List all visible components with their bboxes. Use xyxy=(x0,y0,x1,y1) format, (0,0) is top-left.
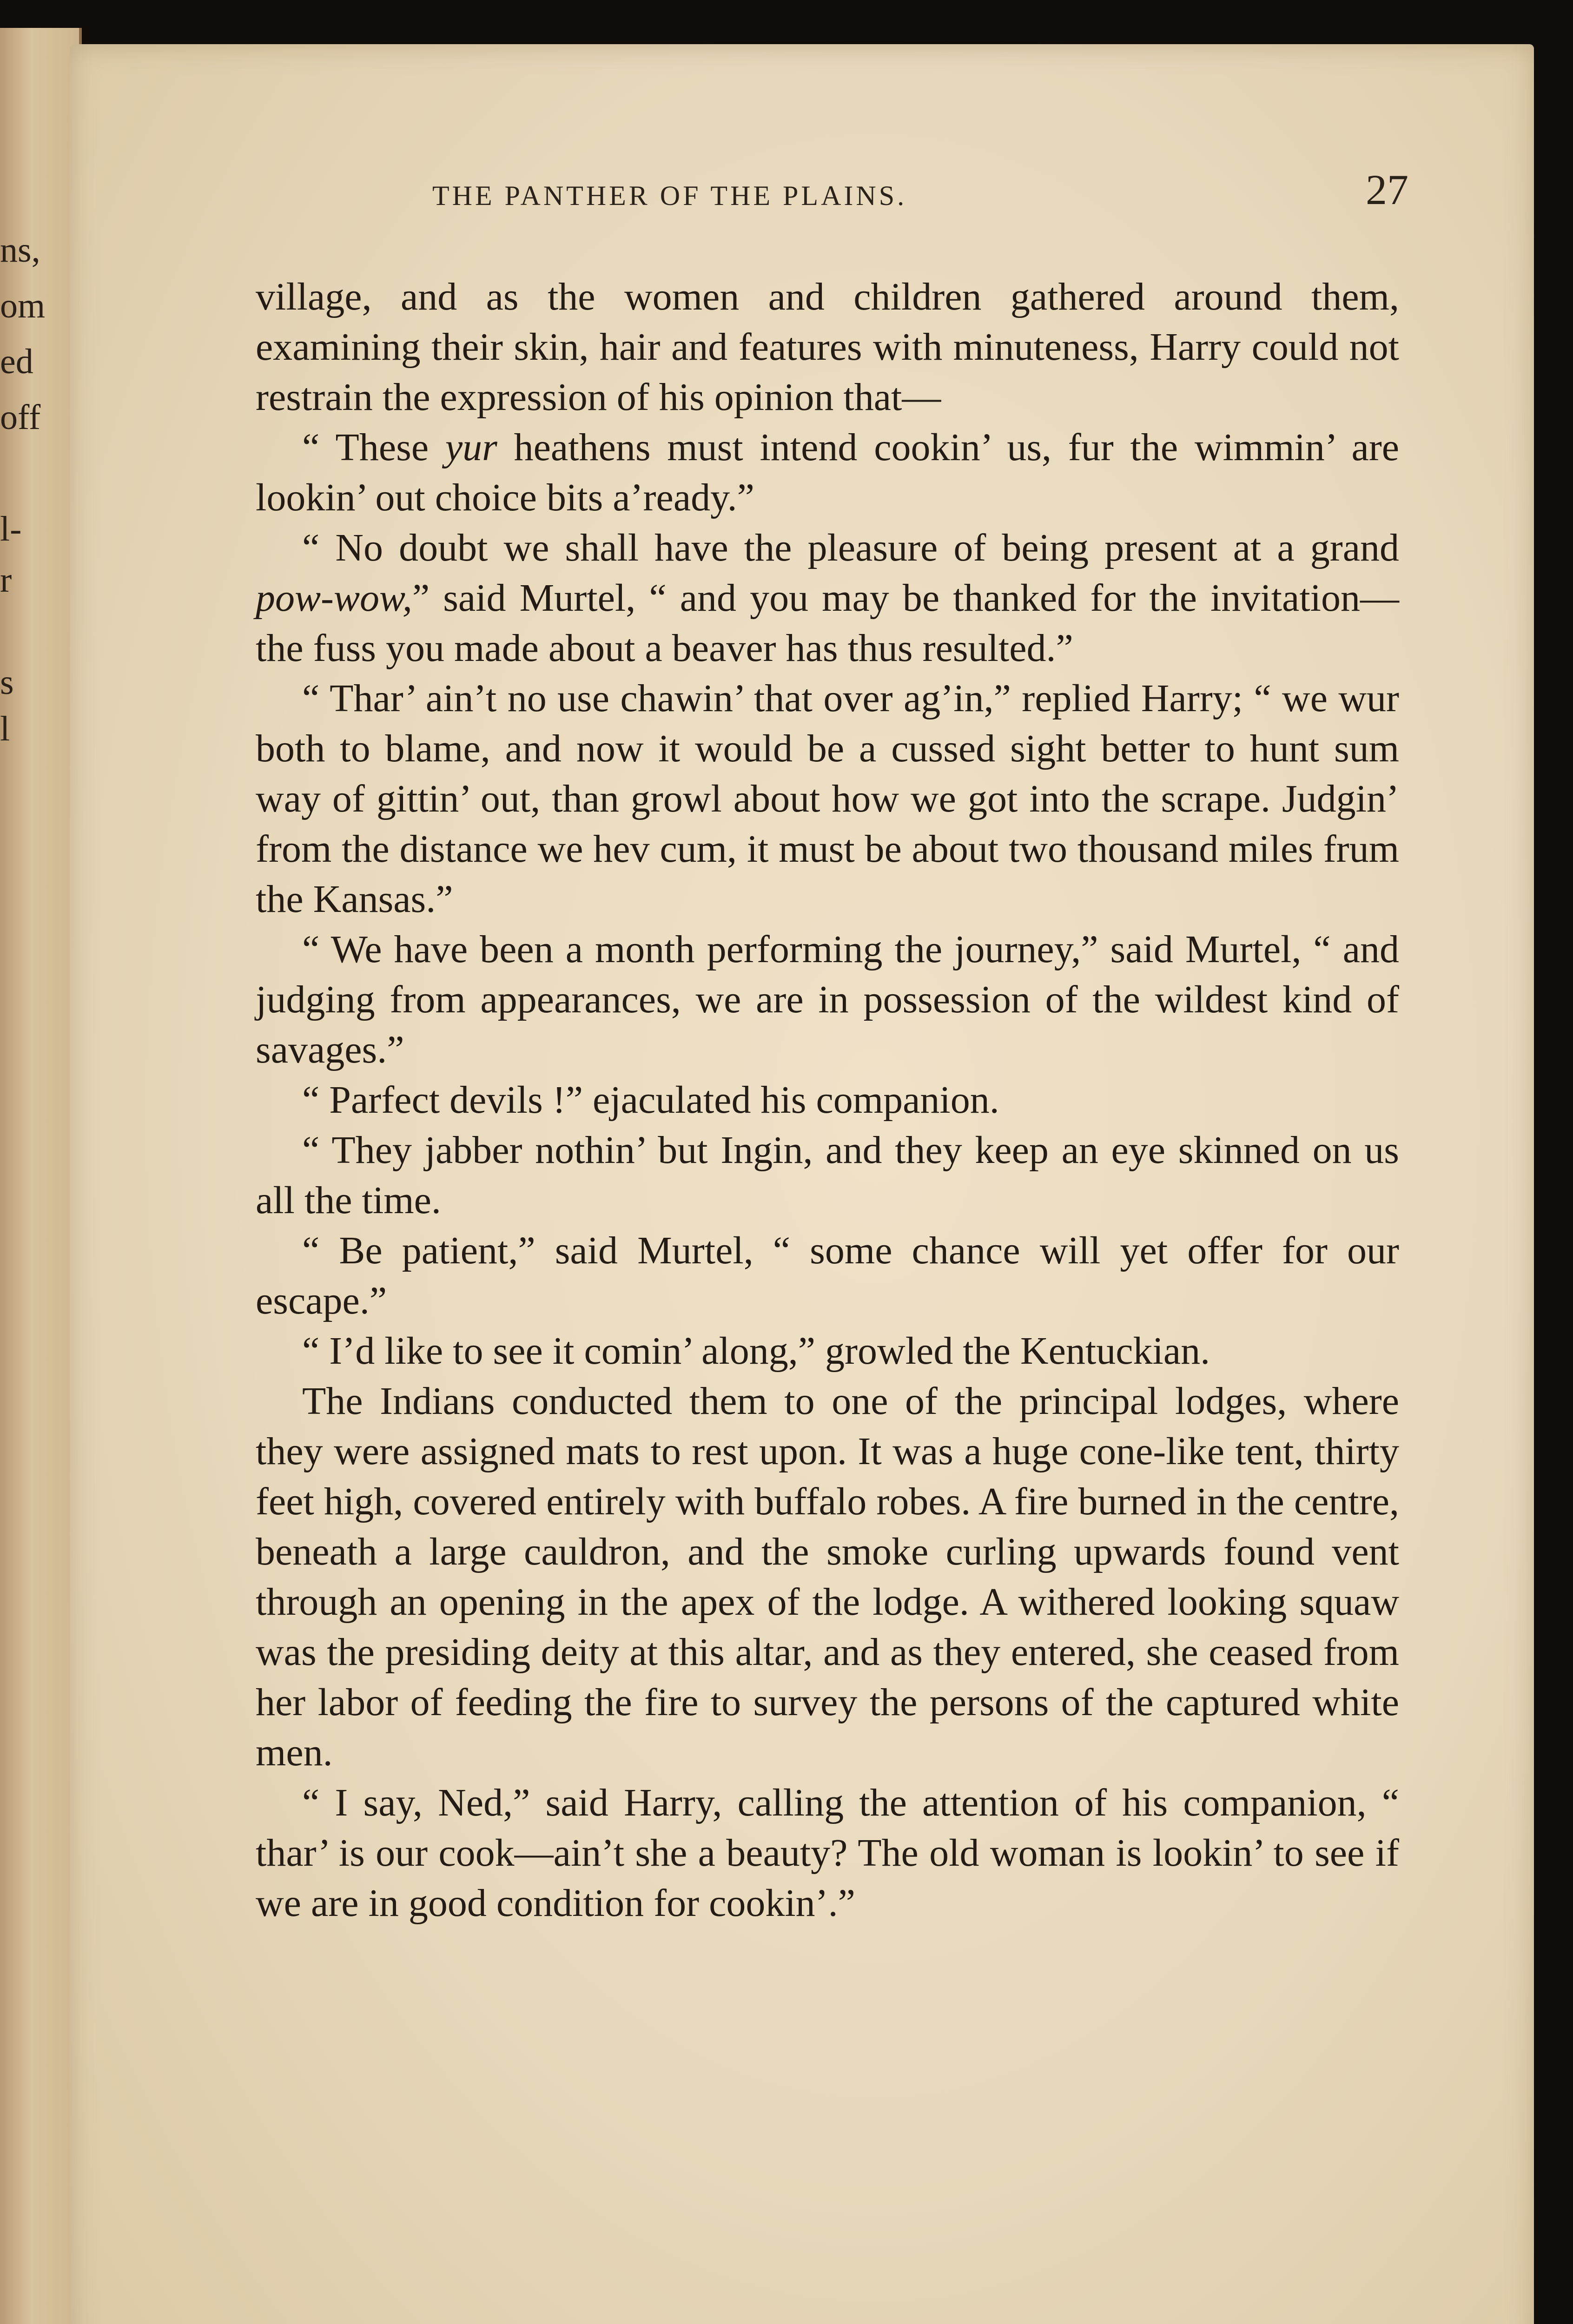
paragraph: “ I’d like to see it comin’ along,” growled the Kentuckian. xyxy=(302,1329,1210,1373)
paragraph: “ Thar’ ain’t no use chawin’ that over ag’in,” replied Harry; “ we wur both to blame, and now it would be a cussed sight better to hunt sum way of gittin’ out, than growl about how we got into the scrape. Judgin’ from the distance we hev cum, it must be about two thousand miles frum the Kansas.” xyxy=(256,677,1399,921)
left-page-fragment: om xyxy=(0,286,46,325)
italic-word: yur xyxy=(445,426,497,469)
paragraph: “ I say, Ned,” said Harry, calling the attention of his companion, “ thar’ is our cook—ain’t she a beauty? The old woman is lookin’ to see if we are in good condition for cookin’.” xyxy=(256,1781,1399,1925)
paragraph: “ We have been a month performing the journey,” said Murtel, “ and judging from appearances, we are in possession of the wildest kind of savages.” xyxy=(256,928,1399,1071)
left-page-fragment: ns, xyxy=(0,231,40,270)
page-header xyxy=(432,165,1408,221)
paragraph: “ Be patient,” said Murtel, “ some chance will yet offer for our escape.” xyxy=(256,1229,1399,1322)
paragraph: “ No doubt we shall have the pleasure of being present at a grand pow-wow,” said Murtel, “ and you may be thanked for the invitation—the fuss you made about a beaver has thus resulted.” xyxy=(256,526,1399,670)
left-page-fragment: s xyxy=(0,663,14,702)
book-page xyxy=(70,44,1534,2324)
left-page-fragment: r xyxy=(0,561,12,600)
paragraph: “ These yur heathens must intend cookin’ us, fur the wimmin’ are lookin’ out choice bits a’ready.” xyxy=(256,426,1399,519)
left-page-fragment: l xyxy=(0,709,10,748)
page-number: 27 xyxy=(1366,166,1408,213)
left-page-fragment: ed xyxy=(0,342,33,381)
running-title: THE PANTHER OF THE PLAINS. xyxy=(432,180,907,211)
paragraph: “ Parfect devils !” ejaculated his companion. xyxy=(302,1078,999,1122)
left-page-fragment: off xyxy=(0,398,41,437)
body-text xyxy=(256,272,1399,1928)
left-page-fragment: l- xyxy=(0,509,22,548)
italic-word: pow-wow, xyxy=(256,576,412,620)
paragraph: “ They jabber nothin’ but Ingin, and they keep an eye skinned on us all the time. xyxy=(256,1129,1399,1222)
paragraph: village, and as the women and children gathered around them, examining their skin, hair and features with minuteness, Harry could not restrain the expression of his opinion that— xyxy=(256,275,1399,419)
paragraph: The Indians conducted them to one of the principal lodges, where they were assigned mats to rest upon. It was a huge cone-like tent, thirty feet high, covered entirely with buffalo robes. A fire burned in the centre, beneath a large cauldron, and the smoke curling upwards found vent through an opening in the apex of the lodge. A withered looking squaw was the presiding deity at this altar, and as they entered, she ceased from her labor of feeding the fire to survey the persons of the captured white men. xyxy=(256,1380,1399,1774)
